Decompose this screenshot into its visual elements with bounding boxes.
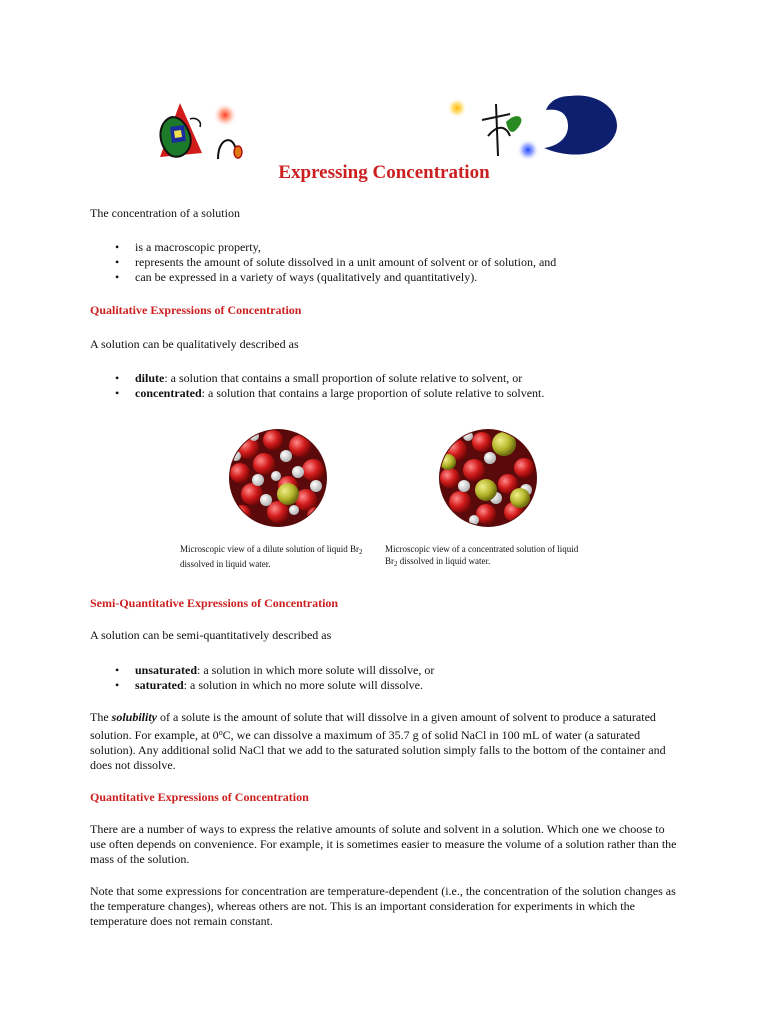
caption-text: dissolved in liquid water. (397, 556, 491, 566)
subscript: 2 (358, 548, 363, 556)
list-item: • represents the amount of solute dissolved in a unit amount of solvent or of solution, and (90, 255, 690, 270)
page-title: Expressing Concentration (278, 162, 490, 183)
list-item (90, 663, 690, 678)
list-item (90, 386, 690, 401)
qualitative-lead: A solution can be qualitatively described as (90, 337, 299, 351)
solubility-paragraph (90, 710, 680, 773)
dilute-solution-image (228, 428, 328, 528)
term: saturated (135, 678, 184, 692)
definition: : a solution that contains a small proportion of solute relative to solvent, or (164, 371, 523, 385)
section-heading-semi-quantitative: Semi-Quantitative Expressions of Concentration (90, 596, 339, 610)
paragraph-text: of a solute is the amount of solute that will dissolve in a given amount of solvent to produce a saturated solution. For example, at 0 (90, 710, 656, 742)
concentrated-caption (385, 543, 585, 570)
list-item (90, 371, 690, 386)
superscript: o (218, 728, 223, 737)
term: solubility (111, 710, 157, 724)
list-item: • can be expressed in a variety of ways (qualitatively and quantitatively). (90, 270, 690, 285)
qualitative-list (90, 371, 690, 401)
subscript: 2 (394, 560, 398, 568)
paragraph-text: C, we can dissolve a maximum of 35.7 g of solid NaCl in 100 mL of water (a saturated solution). Any additional solid NaCl that we add to the saturated solution simply falls to the bottom of the container and does not dissolve. (90, 728, 666, 772)
semi-quantitative-list (90, 663, 690, 693)
intro-text: The concentration of a solution (90, 206, 240, 220)
caption-text: dissolved in liquid water. (180, 559, 271, 569)
list-item (90, 678, 690, 693)
term: unsaturated (135, 663, 198, 677)
concentration-properties-list (90, 240, 690, 285)
semi-quantitative-lead: A solution can be semi-quantitatively described as (90, 628, 332, 642)
dilute-caption (180, 543, 380, 570)
term: dilute (135, 371, 165, 385)
abstract-art-right (440, 90, 625, 165)
definition: : a solution in which no more solute will dissolve. (183, 678, 423, 692)
caption-text: Microscopic view of a dilute solution of liquid Br (180, 544, 359, 554)
term: concentrated (135, 386, 202, 400)
quantitative-paragraph-2: Note that some expressions for concentration are temperature-dependent (i.e., the concentration of the solution changes as the temperature changes), whereas others are not. This is an important consideration for experiments in which the temperature does not remain constant. (90, 884, 676, 928)
concentrated-solution-image (438, 428, 538, 528)
paragraph-text: The (90, 710, 112, 724)
section-heading-quantitative: Quantitative Expressions of Concentration (90, 790, 309, 804)
definition: : a solution that contains a large proportion of solute relative to solvent. (201, 386, 545, 400)
caption-text: Microscopic view of a concentrated solution of liquid Br (385, 544, 579, 566)
abstract-art-left (150, 95, 250, 165)
definition: : a solution in which more solute will dissolve, or (197, 663, 435, 677)
section-heading-qualitative: Qualitative Expressions of Concentration (90, 303, 302, 317)
quantitative-paragraph-1: There are a number of ways to express the relative amounts of solute and solvent in a solution. Which one we choose to use often depends on convenience. For example, it is sometimes easier to measure the volume of a solution rather than the mass of the solution. (90, 822, 677, 866)
list-item: • is a macroscopic property, (90, 240, 690, 255)
